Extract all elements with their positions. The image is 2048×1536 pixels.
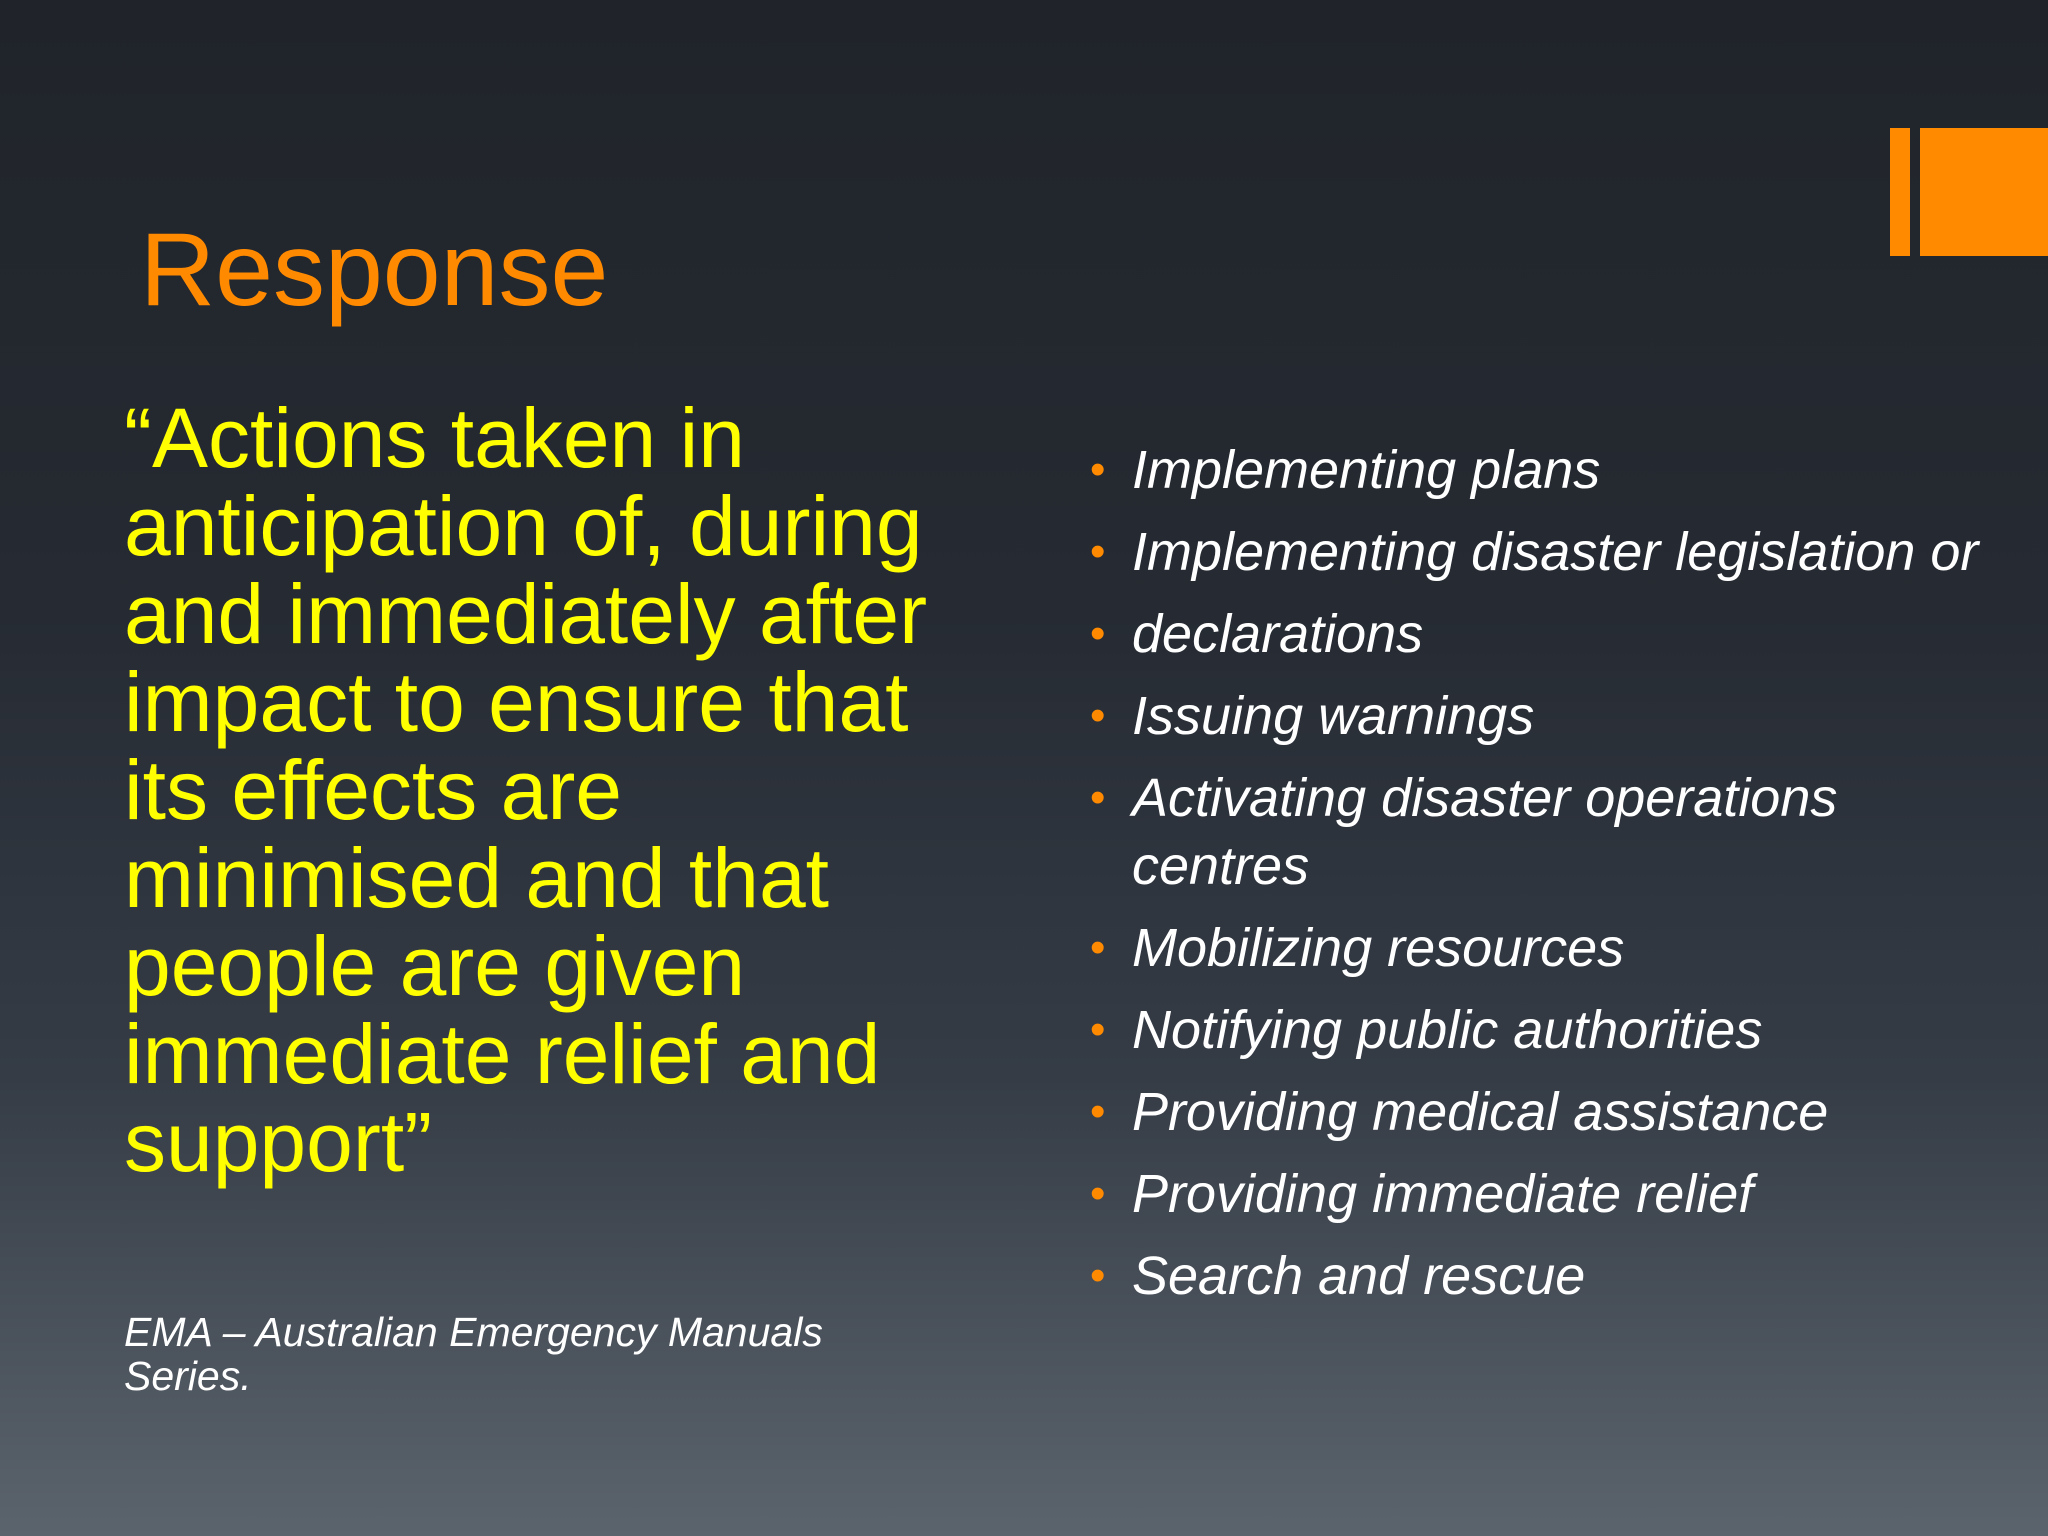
bullet-text: Mobilizing resources	[1132, 918, 1625, 978]
bullet-item	[1090, 436, 1990, 504]
bullet-icon: •	[1090, 691, 1106, 740]
bullet-item	[1090, 518, 1990, 586]
bullet-icon: •	[1090, 923, 1106, 972]
bullet-item	[1090, 996, 1990, 1064]
bullet-list	[1090, 436, 1990, 1324]
bullet-icon: •	[1090, 1087, 1106, 1136]
bullet-item	[1090, 1160, 1990, 1228]
bullet-item	[1090, 764, 1990, 900]
bullet-icon: •	[1090, 773, 1106, 822]
bullet-icon: •	[1090, 1251, 1106, 1300]
accent-bar-thick	[1920, 128, 2048, 256]
bullet-text: Implementing plans	[1132, 440, 1601, 500]
bullet-text: Implementing disaster legislation or	[1132, 522, 1979, 582]
bullet-icon: •	[1090, 445, 1106, 494]
bullet-icon: •	[1090, 1169, 1106, 1218]
bullet-item	[1090, 600, 1990, 668]
bullet-item	[1090, 914, 1990, 982]
bullet-text: Activating disaster operations centres	[1132, 768, 1838, 896]
accent-bar-thin	[1890, 128, 1910, 256]
bullet-icon: •	[1090, 1005, 1106, 1054]
bullet-icon: •	[1090, 609, 1106, 658]
bullet-text: declarations	[1132, 604, 1424, 664]
bullet-text: Notifying public authorities	[1132, 1000, 1763, 1060]
bullet-text: Search and rescue	[1132, 1246, 1586, 1306]
bullet-text: Issuing warnings	[1132, 686, 1535, 746]
bullet-text: Providing medical assistance	[1132, 1082, 1829, 1142]
bullet-item	[1090, 1078, 1990, 1146]
bullet-item	[1090, 1242, 1990, 1310]
slide-title: Response	[140, 212, 609, 328]
quote-source: EMA – Australian Emergency Manuals Series.	[124, 1309, 823, 1399]
bullet-text: Providing immediate relief	[1132, 1164, 1754, 1224]
bullet-icon: •	[1090, 527, 1106, 576]
bullet-item	[1090, 682, 1990, 750]
definition-quote: “Actions taken in anticipation of, during and immediately after impact to ensure that its effects are minimised and that people are given immediate relief and support”	[124, 391, 928, 1189]
